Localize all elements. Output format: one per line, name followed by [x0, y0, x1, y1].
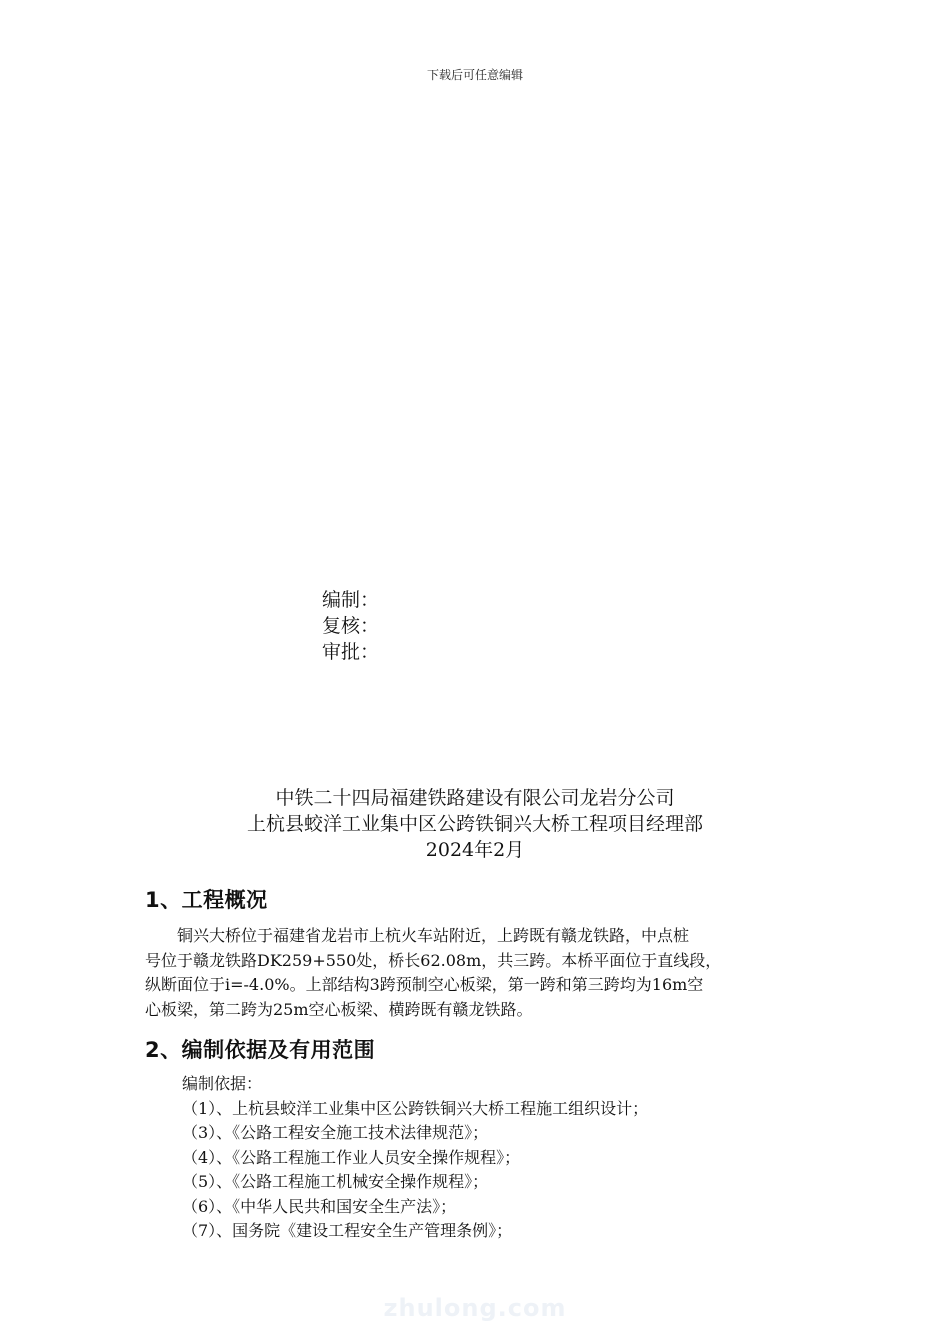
basis-item: （5）、《公路工程施工机械安全操作规程》； — [182, 1172, 489, 1191]
paragraph-line: 纵断面位于i=-4.0%。上部结构3跨预制空心板梁，第一跨和第三跨均为16m空 — [145, 975, 704, 994]
section-1-title: 1、工程概况 — [145, 888, 268, 912]
paragraph-line: 心板梁，第二跨为25m空心板梁、横跨既有赣龙铁路。 — [145, 999, 533, 1019]
basis-item: （7）、国务院《建设工程安全生产管理条例》； — [182, 1221, 513, 1240]
basis-item: （1）、上杭县蛟洋工业集中区公跨铁铜兴大桥工程施工组织设计； — [182, 1098, 649, 1118]
project-department: 上杭县蛟洋工业集中区公跨铁铜兴大桥工程项目经理部 — [246, 813, 703, 835]
basis-list — [182, 1072, 648, 1244]
organization-block — [0, 785, 950, 863]
document-date: 2024年2月 — [425, 839, 525, 861]
header-note: 下载后可任意编辑 — [426, 68, 523, 82]
section-1-paragraph — [145, 924, 813, 1022]
basis-label: 编制依据： — [182, 1074, 263, 1093]
section-2-title: 2、编制依据及有用范围 — [145, 1038, 376, 1062]
watermark: zhulong.com — [383, 1294, 567, 1322]
basis-item: （4）、《公路工程施工作业人员安全操作规程》； — [182, 1147, 521, 1167]
signature-block — [322, 587, 379, 665]
paragraph-line: 号位于赣龙铁路DK259+550处，桥长62.08m，共三跨。本桥平面位于直线段， — [145, 950, 722, 970]
signature-review: 复核： — [322, 615, 380, 637]
paragraph-line: 铜兴大桥位于福建省龙岩市上杭火车站附近，上跨既有赣龙铁路，中点桩 — [177, 926, 690, 945]
company-name: 中铁二十四局福建铁路建设有限公司龙岩分公司 — [275, 787, 675, 809]
signature-approve: 审批： — [322, 641, 380, 663]
basis-item: （3）、《公路工程安全施工技术法律规范》； — [182, 1123, 489, 1142]
basis-item: （6）、《中华人民共和国安全生产法》； — [182, 1196, 457, 1216]
signature-compile: 编制： — [322, 589, 380, 611]
